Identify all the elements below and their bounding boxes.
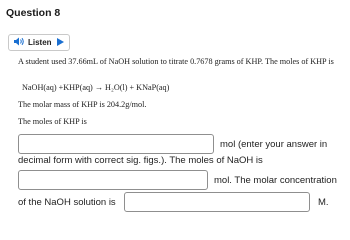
concentration-input[interactable]: [124, 192, 310, 212]
speaker-icon: [14, 37, 25, 48]
moles-khp-input[interactable]: [18, 134, 214, 154]
question-title: Question 8: [6, 7, 61, 19]
concentration-suffix: M.: [318, 197, 329, 208]
listen-label: Listen: [28, 38, 52, 47]
problem-intro: A student used 37.66mL of NaOH solution to titrate 0.7678 grams of KHP. The moles of KHP is: [18, 57, 334, 66]
moles-naoh-suffix: mol. The molar concentration: [214, 175, 337, 186]
play-icon[interactable]: [57, 38, 64, 48]
moles-khp-prompt: The moles of KHP is: [18, 117, 87, 126]
moles-khp-suffix: mol (enter your answer in: [220, 139, 328, 150]
concentration-prefix: of the NaOH solution is: [18, 197, 116, 208]
moles-naoh-input[interactable]: [18, 170, 208, 190]
listen-button[interactable]: [8, 34, 70, 51]
reaction-equation: NaOH(aq) +KHP(aq) → H₂O(l) + KNaP(aq): [22, 83, 170, 92]
continuation-text: decimal form with correct sig. figs.). The moles of NaOH is: [18, 155, 263, 166]
molar-mass-text: The molar mass of KHP is 204.2g/mol.: [18, 100, 147, 109]
